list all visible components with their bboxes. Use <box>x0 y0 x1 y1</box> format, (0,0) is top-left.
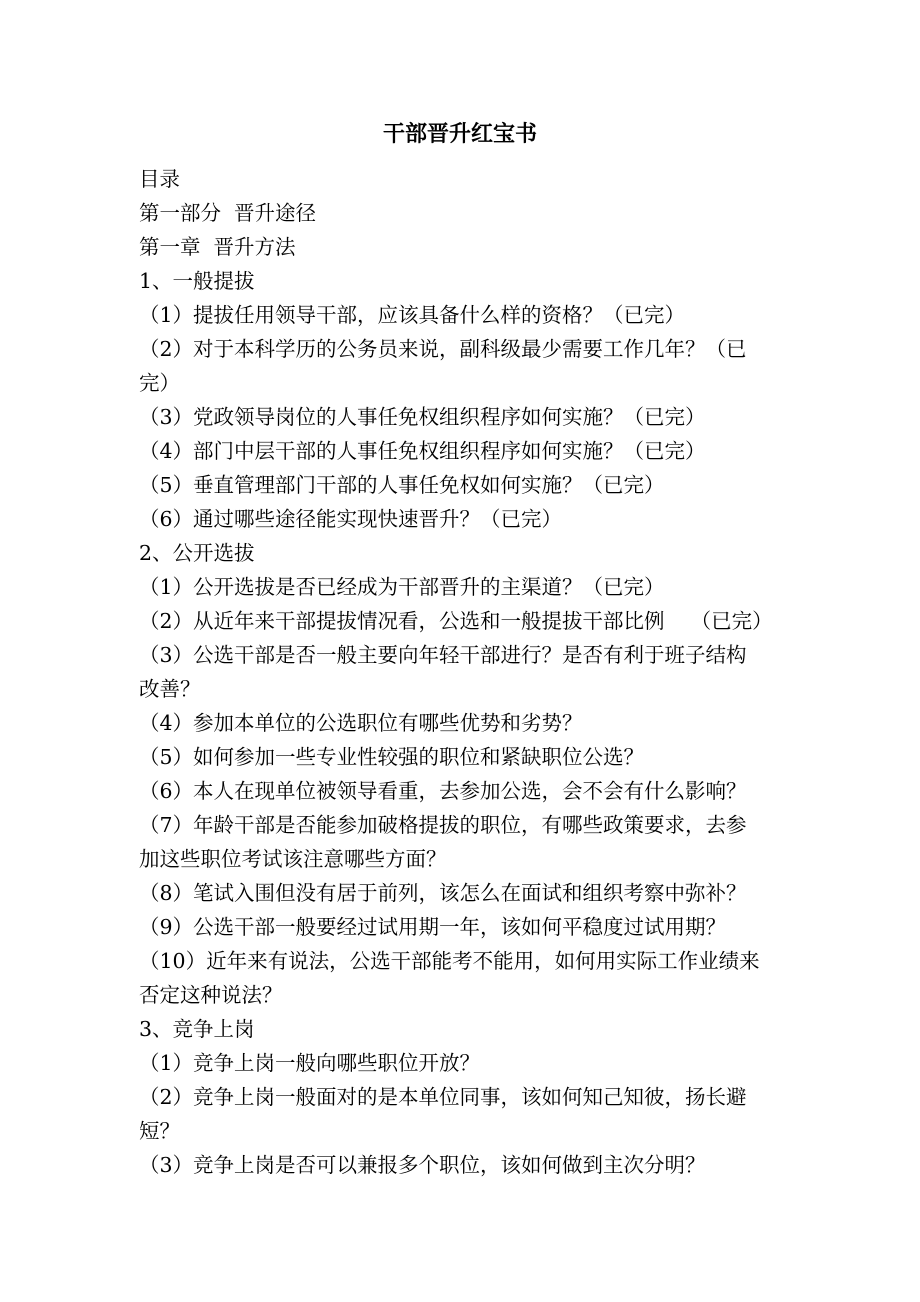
text-line: （3）党政领导岗位的人事任免权组织程序如何实施？（已完） <box>139 405 706 429</box>
text-line: （2）从近年来干部提拔情况看，公选和一般提拔干部比例 （已完） <box>139 609 773 633</box>
section-heading: 1、一般提拔 <box>139 269 255 293</box>
text-line: （8）笔试入围但没有居于前列，该怎么在面试和组织考察中弥补？ <box>139 881 747 905</box>
text-line: （7）年龄干部是否能参加破格提拔的职位，有哪些政策要求，去参 <box>139 813 747 837</box>
text-line: （10）近年来有说法，公选干部能考不能用，如何用实际工作业绩来 <box>139 949 760 973</box>
text-line: （2）对于本科学历的公务员来说，副科级最少需要工作几年？（已 <box>139 337 747 361</box>
text-line: （5）如何参加一些专业性较强的职位和紧缺职位公选？ <box>139 745 645 769</box>
document-body <box>139 162 801 1182</box>
text-line: （9）公选干部一般要经过试用期一年，该如何平稳度过试用期？ <box>139 915 727 939</box>
chapter-heading: 第一章 晋升方法 <box>139 235 296 259</box>
text-line: （1）提拔任用领导干部，应该具备什么样的资格？（已完） <box>139 303 686 327</box>
text-line: （6）本人在现单位被领导看重，去参加公选，会不会有什么影响？ <box>139 779 747 803</box>
text-line: （6）通过哪些途径能实现快速晋升？（已完） <box>139 507 563 531</box>
text-line: （5）垂直管理部门干部的人事任免权如何实施？（已完） <box>139 473 665 497</box>
section-heading: 3、竞争上岗 <box>139 1017 255 1041</box>
text-line: 否定这种说法？ <box>139 983 283 1007</box>
toc-heading: 目录 <box>139 167 180 191</box>
document-title: 干部晋升红宝书 <box>382 122 537 147</box>
text-line: 完） <box>139 371 180 395</box>
text-line: （2）竞争上岗一般面对的是本单位同事，该如何知己知彼，扬长避 <box>139 1085 747 1109</box>
text-line: 短？ <box>139 1119 180 1143</box>
part-heading: 第一部分 晋升途径 <box>139 201 317 225</box>
text-line: （4）参加本单位的公选职位有哪些优势和劣势？ <box>139 711 583 735</box>
text-line: （1）竞争上岗一般向哪些职位开放？ <box>139 1051 481 1075</box>
section-heading: 2、公开选拔 <box>139 541 255 565</box>
text-line: （3）公选干部是否一般主要向年轻干部进行？是否有利于班子结构 <box>139 643 747 667</box>
text-line: （3）竞争上岗是否可以兼报多个职位，该如何做到主次分明？ <box>139 1153 706 1177</box>
text-line: （1）公开选拔是否已经成为干部晋升的主渠道？（已完） <box>139 575 665 599</box>
text-line: 加这些职位考试该注意哪些方面？ <box>139 847 447 871</box>
text-line: 改善？ <box>139 677 201 701</box>
text-line: （4）部门中层干部的人事任免权组织程序如何实施？（已完） <box>139 439 706 463</box>
